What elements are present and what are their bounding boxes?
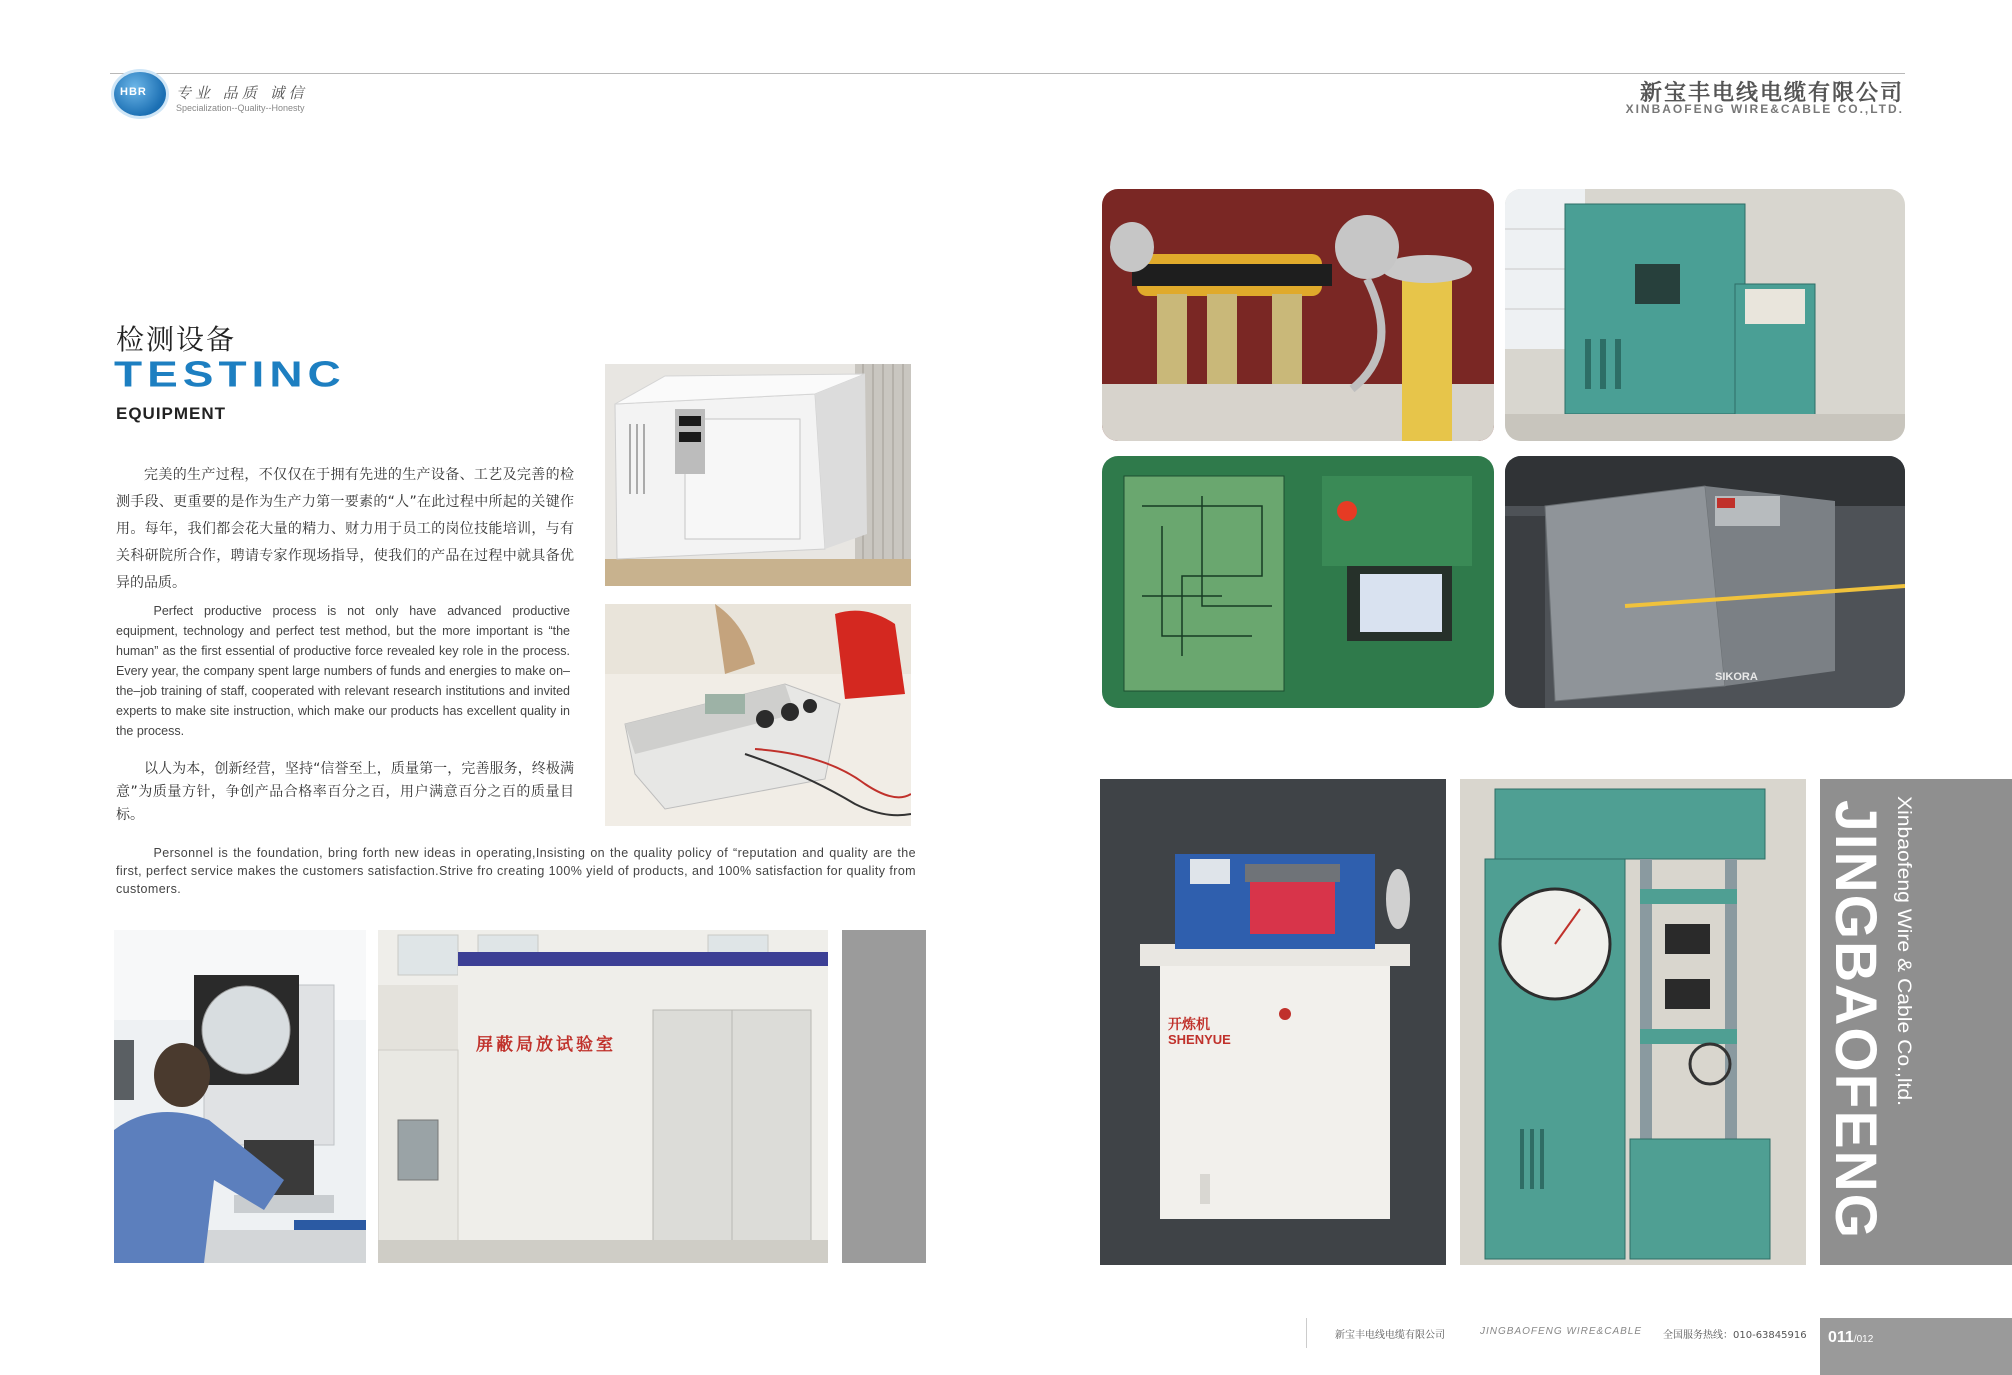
- slogan-cn: 专业 品质 诚信: [176, 84, 308, 102]
- shenyue-cn: 开炼机: [1168, 1017, 1210, 1033]
- page-current: 011: [1828, 1329, 1854, 1346]
- photo-profile-projector: [114, 930, 366, 1263]
- brand-big-text: JINGBAOFENG: [1828, 800, 1888, 1248]
- section-subtitle-en: EQUIPMENT: [116, 404, 227, 423]
- photo-tensile-tester: [1460, 779, 1806, 1265]
- page-next: /012: [1853, 1334, 1874, 1345]
- footer-company-en: JINGBAOFENG WIRE&CABLE: [1480, 1326, 1643, 1337]
- photo-shielded-lab: [378, 930, 828, 1263]
- gray-block: [842, 930, 926, 1263]
- brand-small-text: Xinbaofeng Wire & Cable Co.,ltd.: [1893, 796, 1914, 1075]
- footer-rule: [1306, 1318, 1307, 1348]
- slogan-en: Specialization--Quality--Honesty: [176, 103, 305, 113]
- photo-sikora-gauge: [1505, 456, 1905, 708]
- photo-aging-chamber: [1505, 189, 1905, 441]
- sikora-label: SIKORA: [1715, 671, 1758, 683]
- photo-signal-generator: [605, 604, 911, 826]
- paragraph-1-cn: 完美的生产过程，不仅仅在于拥有先进的生产设备、工艺及完善的检测手段、更重要的是作为生产力第一要素的“人”在此过程中所起的关键作用。每年，我们都会花大量的精力、财力用于员工的岗位技能培训，与有关科研院所合作，聘请专家作现场指导，使我们的产品在过程中就具备优异的品质。: [116, 467, 574, 591]
- company-logo: [114, 72, 166, 116]
- header-rule: [110, 73, 1905, 74]
- photo-drying-oven: [605, 364, 911, 586]
- page-number: [1828, 1329, 1873, 1347]
- photo-control-panel: [1102, 456, 1494, 708]
- company-name-cn: 新宝丰电线电缆有限公司: [1639, 81, 1904, 106]
- lab-sign: 屏蔽局放试验室: [476, 1035, 616, 1055]
- brand-vertical-small: [1888, 792, 1928, 1252]
- section-title-cn: 检测设备: [116, 323, 237, 356]
- paragraph-1-en: Perfect productive process is not only have advanced productive equipment, technology and perfect test method, but the more important is “the human” as the first essential of productive force revealed key role in the process. Every year, the company spent large numbers of funds and energies to make on–the–job training of staff, cooperated with relevant research institutions and invited experts to make site instruction, which make our products has excellent quality in the process.: [116, 604, 570, 738]
- footer-hotline: 全国服务热线：010-63845916: [1663, 1330, 1807, 1341]
- paragraph-2-en: Personnel is the foundation, bring forth new ideas in operating,Insisting on the quality policy of “reputation and quality are the first, perfect service makes the customers satisfaction.Strive fro creating 100% yield of products, and 100% satisfaction for quality from customers.: [116, 846, 916, 896]
- photo-open-mill: [1100, 779, 1446, 1265]
- paragraph-2-cn: 以人为本，创新经营，坚持“信誉至上，质量第一，完善服务，终极满意”为质量方针，争创产品合格率百分之百，用户满意百分之百的质量目标。: [116, 761, 574, 823]
- footer-company-cn: 新宝丰电线电缆有限公司: [1335, 1330, 1445, 1341]
- company-name-en: XINBAOFENG WIRE&CABLE CO.,LTD.: [1625, 102, 1904, 116]
- brand-vertical-big: [1828, 792, 1896, 1252]
- shenyue-en: SHENYUE: [1168, 1032, 1231, 1047]
- photo-hv-transformer: [1102, 189, 1494, 441]
- section-title-en: TESTINC: [114, 353, 346, 395]
- logo-text: HBR: [120, 86, 147, 98]
